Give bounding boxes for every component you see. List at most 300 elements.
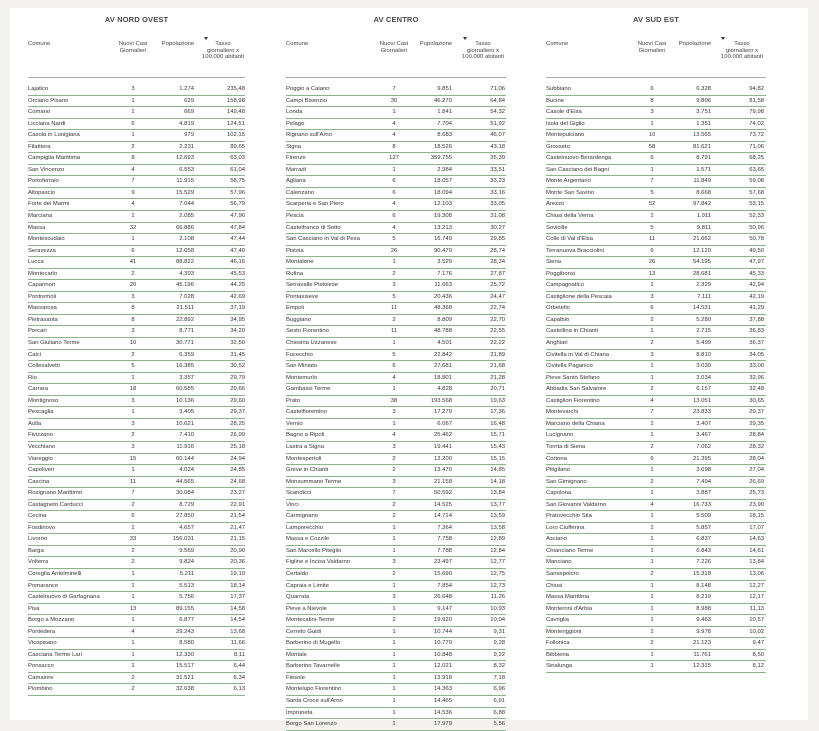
cell-tasso: 64,84: [490, 97, 505, 104]
table-row: [286, 708, 506, 720]
cell-tasso: 50,78: [749, 236, 764, 243]
cell-comune: Montevarchi: [546, 409, 579, 416]
cell-comune: Lastra a Signa: [286, 443, 324, 450]
sort-desc-icon[interactable]: [204, 37, 208, 40]
cell-tasso: 41,29: [749, 305, 764, 312]
cell-comune: Viareggio: [28, 455, 53, 462]
cell-tasso: 61,04: [230, 166, 245, 173]
cell-popolazione: 3.407: [696, 420, 711, 427]
cell-nuovi-casi: 7: [650, 178, 654, 185]
cell-nuovi-casi: 1: [131, 651, 135, 658]
cell-comune: Anghiari: [546, 340, 568, 347]
cell-popolazione: 8.729: [179, 501, 194, 508]
table-row: [28, 673, 245, 685]
cell-nuovi-casi: 6: [392, 189, 396, 196]
table-row: [28, 176, 245, 188]
table-row: [286, 326, 506, 338]
cell-nuovi-casi: 15: [129, 455, 137, 462]
table-row: [28, 165, 245, 177]
cell-comune: Montecatini-Terme: [286, 617, 335, 624]
cell-popolazione: 12.658: [175, 247, 194, 254]
cell-nuovi-casi: 1: [650, 547, 654, 554]
table-row: [28, 142, 245, 154]
header-nuovi-casi: Nuovi Casi Giornalieri: [118, 41, 148, 54]
cell-nuovi-casi: 6: [650, 455, 654, 462]
cell-tasso: 59,08: [749, 178, 764, 185]
cell-tasso: 12,77: [490, 559, 505, 566]
cell-nuovi-casi: 2: [131, 547, 135, 554]
cell-tasso: 23,27: [230, 490, 245, 497]
cell-nuovi-casi: 2: [392, 455, 396, 462]
table-row: [286, 211, 506, 223]
cell-comune: Massarosa: [28, 305, 57, 312]
cell-tasso: 17,36: [490, 409, 505, 416]
table-row: [286, 546, 506, 558]
cell-nuovi-casi: 1: [131, 663, 135, 670]
cell-popolazione: 44.565: [175, 478, 194, 485]
cell-nuovi-casi: 4: [392, 132, 396, 139]
cell-comune: Castiglione della Pescaia: [546, 293, 612, 300]
table-row: [546, 557, 766, 569]
cell-nuovi-casi: 2: [392, 270, 396, 277]
table-row: [286, 673, 506, 685]
cell-nuovi-casi: 1: [650, 328, 654, 335]
cell-popolazione: 9.463: [696, 617, 711, 624]
cell-popolazione: 15.517: [175, 663, 194, 670]
cell-nuovi-casi: 1: [650, 651, 654, 658]
cell-popolazione: 54.195: [692, 259, 711, 266]
cell-tasso: 14,85: [490, 467, 505, 474]
cell-nuovi-casi: 2: [650, 570, 654, 577]
cell-popolazione: 629: [184, 97, 194, 104]
table-row: [286, 592, 506, 604]
cell-tasso: 6,88: [493, 709, 505, 716]
cell-comune: Pitigliano: [546, 467, 570, 474]
cell-popolazione: 28.681: [692, 270, 711, 277]
cell-comune: Pistoia: [286, 247, 304, 254]
cell-tasso: 45,53: [230, 270, 245, 277]
cell-comune: Asciano: [546, 536, 567, 543]
cell-tasso: 6,13: [233, 686, 245, 693]
cell-tasso: 31,45: [230, 351, 245, 358]
table-row: [28, 211, 245, 223]
cell-nuovi-casi: 5: [650, 224, 654, 231]
cell-tasso: 22,91: [230, 501, 245, 508]
cell-comune: Firenze: [286, 155, 306, 162]
cell-comune: Civitella Paganico: [546, 363, 593, 370]
table-row: [286, 523, 506, 535]
header-comune: Comune: [28, 41, 51, 47]
cell-nuovi-casi: 1: [392, 259, 396, 266]
cell-popolazione: 3.034: [696, 374, 711, 381]
cell-comune: Orciano Pisano: [28, 97, 69, 104]
table-row: [28, 384, 245, 396]
cell-tasso: 34,05: [749, 351, 764, 358]
cell-comune: Fivizzano: [28, 432, 53, 439]
cell-comune: Pelago: [286, 120, 305, 127]
header-popolazione: Popolazione: [161, 41, 195, 47]
cell-tasso: 42,69: [230, 293, 245, 300]
cell-nuovi-casi: 11: [390, 328, 398, 335]
cell-tasso: 21,54: [230, 513, 245, 520]
cell-popolazione: 16.749: [433, 236, 452, 243]
cell-nuovi-casi: 58: [648, 143, 656, 150]
cell-comune: Pietrasanta: [28, 316, 58, 323]
cell-tasso: 20,36: [230, 559, 245, 566]
cell-nuovi-casi: 1: [392, 109, 396, 116]
table-row: [546, 546, 766, 558]
cell-nuovi-casi: 3: [131, 293, 135, 300]
table-row: [546, 96, 766, 108]
cell-nuovi-casi: 13: [648, 270, 656, 277]
cell-tasso: 19,63: [490, 397, 505, 404]
cell-comune: Coreglia Antelminelli: [28, 570, 82, 577]
table-row: [286, 269, 506, 281]
table-row: [286, 338, 506, 350]
cell-popolazione: 669: [184, 109, 194, 116]
cell-tasso: 29,85: [490, 236, 505, 243]
cell-tasso: 37,88: [749, 316, 764, 323]
cell-comune: Piombino: [28, 686, 53, 693]
cell-comune: Empoli: [286, 305, 305, 312]
cell-comune: Pomarance: [28, 582, 59, 589]
table-header: [286, 41, 506, 78]
cell-popolazione: 66.886: [175, 224, 194, 231]
cell-popolazione: 8.219: [696, 594, 711, 601]
cell-tasso: 23,90: [749, 501, 764, 508]
cell-popolazione: 19.920: [433, 617, 452, 624]
cell-tasso: 44,25: [230, 282, 245, 289]
cell-nuovi-casi: 2: [131, 559, 135, 566]
table-row: [546, 442, 766, 454]
cell-popolazione: 6.837: [696, 536, 711, 543]
cell-popolazione: 12.103: [433, 201, 452, 208]
sort-desc-icon[interactable]: [463, 37, 467, 40]
cell-tasso: 34,20: [230, 328, 245, 335]
cell-comune: Bagno a Ripoli: [286, 432, 325, 439]
cell-tasso: 94,82: [749, 86, 764, 92]
table-row: [546, 338, 766, 350]
cell-nuovi-casi: 1: [131, 640, 135, 647]
cell-popolazione: 11.849: [693, 178, 711, 185]
cell-comune: Volterra: [28, 559, 49, 566]
table-row: [286, 396, 506, 408]
cell-nuovi-casi: 127: [389, 155, 399, 162]
cell-popolazione: 3.698: [696, 467, 711, 474]
cell-nuovi-casi: 6: [650, 247, 654, 254]
table-row: [546, 604, 766, 616]
cell-comune: San Giovanni Valdarno: [546, 501, 607, 508]
cell-comune: Pontassieve: [286, 293, 319, 300]
cell-popolazione: 21.511: [176, 305, 194, 312]
cell-tasso: 63,03: [230, 155, 245, 162]
cell-comune: Vecchiano: [28, 443, 56, 450]
cell-comune: Gambassi Terme: [286, 386, 331, 393]
cell-comune: Capoliveri: [28, 467, 55, 474]
table-row: [28, 292, 245, 304]
cell-comune: Quarrata: [286, 594, 310, 601]
cell-nuovi-casi: 2: [131, 270, 135, 277]
cell-tasso: 37,19: [230, 305, 245, 312]
cell-comune: Pontedera: [28, 628, 56, 635]
sort-desc-icon[interactable]: [721, 37, 725, 40]
cell-tasso: 32,96: [749, 374, 764, 381]
header-comune: Comune: [546, 41, 569, 47]
cell-popolazione: 156.031: [172, 536, 194, 543]
cell-popolazione: 10.779: [433, 640, 452, 647]
cell-tasso: 12,73: [490, 582, 505, 589]
cell-comune: Fucecchio: [286, 351, 313, 358]
cell-comune: Monteriggioni: [546, 628, 582, 635]
cell-nuovi-casi: 26: [648, 259, 656, 266]
cell-nuovi-casi: 1: [131, 524, 135, 531]
cell-tasso: 16,48: [490, 420, 505, 427]
cell-comune: Montale: [286, 651, 307, 658]
table-row: [546, 650, 766, 662]
cell-nuovi-casi: 1: [392, 605, 396, 612]
table-row: [286, 638, 506, 650]
cell-popolazione: 6.328: [696, 86, 711, 92]
table-row: [546, 384, 766, 396]
cell-comune: Buggiano: [286, 316, 311, 323]
table-row: [286, 234, 506, 246]
cell-nuovi-casi: 3: [392, 478, 396, 485]
table-row: [286, 488, 506, 500]
cell-comune: San Giuliano Terme: [28, 340, 80, 347]
cell-comune: Vicopisano: [28, 640, 57, 647]
table-row: [28, 257, 245, 269]
cell-nuovi-casi: 3: [650, 351, 654, 358]
cell-popolazione: 3.751: [696, 109, 711, 116]
table-row: [286, 153, 506, 165]
cell-popolazione: 4.657: [179, 524, 194, 531]
cell-popolazione: 8.580: [179, 640, 194, 647]
cell-nuovi-casi: 1: [650, 524, 654, 531]
cell-nuovi-casi: 1: [392, 340, 396, 347]
table-row: [546, 234, 766, 246]
cell-nuovi-casi: 1: [650, 536, 654, 543]
panel-title: AV CENTRO: [373, 15, 419, 24]
cell-comune: Lucca: [28, 259, 44, 266]
cell-tasso: 43,18: [490, 143, 505, 150]
cell-comune: Arezzo: [546, 201, 565, 208]
cell-nuovi-casi: 4: [392, 224, 396, 231]
table-body: [286, 84, 506, 731]
page: [10, 8, 808, 728]
table-header: [28, 41, 245, 78]
cell-popolazione: 23.833: [692, 409, 711, 416]
table-row: [546, 419, 766, 431]
table-body: [28, 84, 245, 696]
table-row: [28, 684, 245, 696]
cell-comune: Montignoso: [28, 397, 59, 404]
cell-nuovi-casi: 1: [131, 236, 135, 243]
cell-nuovi-casi: 5: [131, 363, 135, 370]
cell-tasso: 25,73: [749, 490, 764, 497]
cell-nuovi-casi: 4: [650, 397, 654, 404]
cell-nuovi-casi: 2: [131, 501, 135, 508]
cell-popolazione: 3.405: [179, 409, 194, 416]
cell-comune: Campagnatico: [546, 282, 584, 289]
cell-comune: Porcari: [28, 328, 47, 335]
cell-tasso: 46,07: [490, 132, 505, 139]
cell-tasso: 9,31: [493, 628, 505, 635]
cell-tasso: 28,84: [749, 432, 764, 439]
cell-tasso: 17,37: [230, 594, 245, 601]
table-row: [28, 523, 245, 535]
table-row: [546, 142, 766, 154]
table-row: [28, 361, 245, 373]
table-row: [28, 234, 245, 246]
table-row: [546, 454, 766, 466]
cell-comune: Pescaglia: [28, 409, 54, 416]
cell-comune: Castelnuovo Berardenga: [546, 155, 612, 162]
cell-comune: Pieve Santo Stefano: [546, 374, 600, 381]
cell-nuovi-casi: 6: [131, 120, 135, 127]
cell-popolazione: 7.494: [696, 478, 711, 485]
panel-title: AV SUD EST: [632, 15, 679, 24]
cell-nuovi-casi: 2: [131, 432, 135, 439]
cell-popolazione: 8.810: [696, 351, 711, 358]
cell-nuovi-casi: 6: [650, 155, 654, 162]
cell-comune: Impruneta: [286, 709, 313, 716]
cell-popolazione: 12.120: [692, 247, 711, 254]
cell-nuovi-casi: 2: [650, 478, 654, 485]
table-row: [286, 292, 506, 304]
cell-comune: Follonica: [546, 640, 570, 647]
cell-nuovi-casi: 2: [131, 686, 135, 693]
cell-popolazione: 10.744: [433, 628, 452, 635]
cell-popolazione: 12.021: [433, 663, 452, 670]
cell-comune: Sesto Fiorentino: [286, 328, 329, 335]
table-row: [286, 199, 506, 211]
table-row: [28, 650, 245, 662]
cell-nuovi-casi: 1: [650, 605, 654, 612]
cell-nuovi-casi: 2: [650, 443, 654, 450]
cell-nuovi-casi: 11: [390, 305, 398, 312]
cell-comune: Campi Bisenzio: [286, 97, 327, 104]
table-row: [286, 188, 506, 200]
cell-nuovi-casi: 3: [392, 594, 396, 601]
cell-tasso: 71,06: [749, 143, 764, 150]
table-row: [286, 361, 506, 373]
cell-nuovi-casi: 3: [131, 328, 135, 335]
cell-nuovi-casi: 1: [392, 709, 396, 716]
table-row: [286, 223, 506, 235]
table-row: [546, 581, 766, 593]
table-row: [286, 696, 506, 708]
cell-tasso: 25,72: [490, 282, 505, 289]
cell-comune: Montalone: [286, 259, 314, 266]
cell-tasso: 235,48: [226, 86, 245, 92]
table-row: [546, 465, 766, 477]
cell-comune: Rosignano Marittimo: [28, 490, 83, 497]
table-row: [286, 604, 506, 616]
cell-tasso: 18,15: [749, 513, 764, 520]
cell-nuovi-casi: 1: [650, 559, 654, 566]
cell-tasso: 42,94: [749, 282, 764, 289]
cell-tasso: 6,91: [493, 697, 505, 704]
cell-nuovi-casi: 1: [392, 686, 396, 693]
cell-nuovi-casi: 30: [390, 97, 398, 104]
cell-comune: Borgo San Lorenzo: [286, 721, 337, 728]
cell-tasso: 33,00: [749, 363, 764, 370]
cell-comune: Manciano: [546, 559, 572, 566]
cell-nuovi-casi: 4: [392, 432, 396, 439]
cell-nuovi-casi: 1: [131, 467, 135, 474]
cell-tasso: 158,98: [226, 97, 245, 104]
cell-tasso: 52,33: [749, 213, 764, 220]
cell-nuovi-casi: 1: [650, 513, 654, 520]
cell-tasso: 28,34: [490, 259, 505, 266]
table-row: [546, 396, 766, 408]
table-row: [286, 96, 506, 108]
header-nuovi-casi: Nuovi Casi Giornalieri: [379, 41, 409, 54]
cell-comune: Sovicille: [546, 224, 568, 231]
cell-nuovi-casi: 2: [392, 501, 396, 508]
cell-nuovi-casi: 3: [392, 443, 396, 450]
cell-popolazione: 6.553: [179, 166, 194, 173]
cell-nuovi-casi: 2: [131, 143, 135, 150]
cell-popolazione: 9.147: [437, 605, 452, 612]
cell-nuovi-casi: 3: [392, 282, 396, 289]
cell-tasso: 21,15: [230, 536, 245, 543]
cell-popolazione: 2.085: [179, 213, 194, 220]
cell-tasso: 47,44: [230, 236, 245, 243]
cell-tasso: 24,94: [230, 455, 245, 462]
cell-tasso: 29,35: [749, 420, 764, 427]
cell-popolazione: 8.771: [179, 328, 194, 335]
cell-tasso: 13,68: [230, 628, 245, 635]
table-row: [546, 523, 766, 535]
cell-popolazione: 9.569: [179, 547, 194, 554]
cell-nuovi-casi: 1: [392, 697, 396, 704]
cell-nuovi-casi: 1: [650, 374, 654, 381]
cell-tasso: 53,15: [749, 201, 764, 208]
cell-popolazione: 26.648: [433, 594, 452, 601]
cell-comune: Pescia: [286, 213, 304, 220]
header-tasso: Tasso giornaliero x 100.000 abitanti: [721, 41, 763, 61]
cell-nuovi-casi: 52: [648, 201, 656, 208]
cell-popolazione: 7.410: [179, 432, 194, 439]
cell-tasso: 27,04: [749, 467, 764, 474]
table-row: [286, 430, 506, 442]
table-body: [546, 84, 766, 673]
cell-tasso: 14,18: [490, 478, 505, 485]
cell-comune: Montelupo Fiorentino: [286, 686, 342, 693]
cell-comune: Sansepolcro: [546, 570, 579, 577]
cell-comune: San Casciano dei Bagni: [546, 166, 609, 173]
cell-popolazione: 9.978: [696, 628, 711, 635]
cell-comune: Chiusi: [546, 582, 563, 589]
cell-nuovi-casi: 1: [650, 628, 654, 635]
cell-tasso: 33,51: [490, 166, 505, 173]
cell-tasso: 12,75: [490, 570, 505, 577]
cell-popolazione: 7.062: [696, 443, 711, 450]
cell-comune: Vinci: [286, 501, 299, 508]
cell-tasso: 51,92: [490, 120, 505, 127]
cell-comune: Castelfiorentino: [286, 409, 327, 416]
cell-popolazione: 16.733: [692, 501, 711, 508]
cell-nuovi-casi: 1: [131, 409, 135, 416]
cell-popolazione: 97.842: [692, 201, 711, 208]
cell-nuovi-casi: 1: [392, 628, 396, 635]
cell-comune: Castellina in Chianti: [546, 328, 599, 335]
cell-comune: Barberino Tavarnelle: [286, 663, 340, 670]
table-row: [28, 488, 245, 500]
cell-popolazione: 14.525: [433, 501, 452, 508]
cell-tasso: 26,69: [749, 478, 764, 485]
